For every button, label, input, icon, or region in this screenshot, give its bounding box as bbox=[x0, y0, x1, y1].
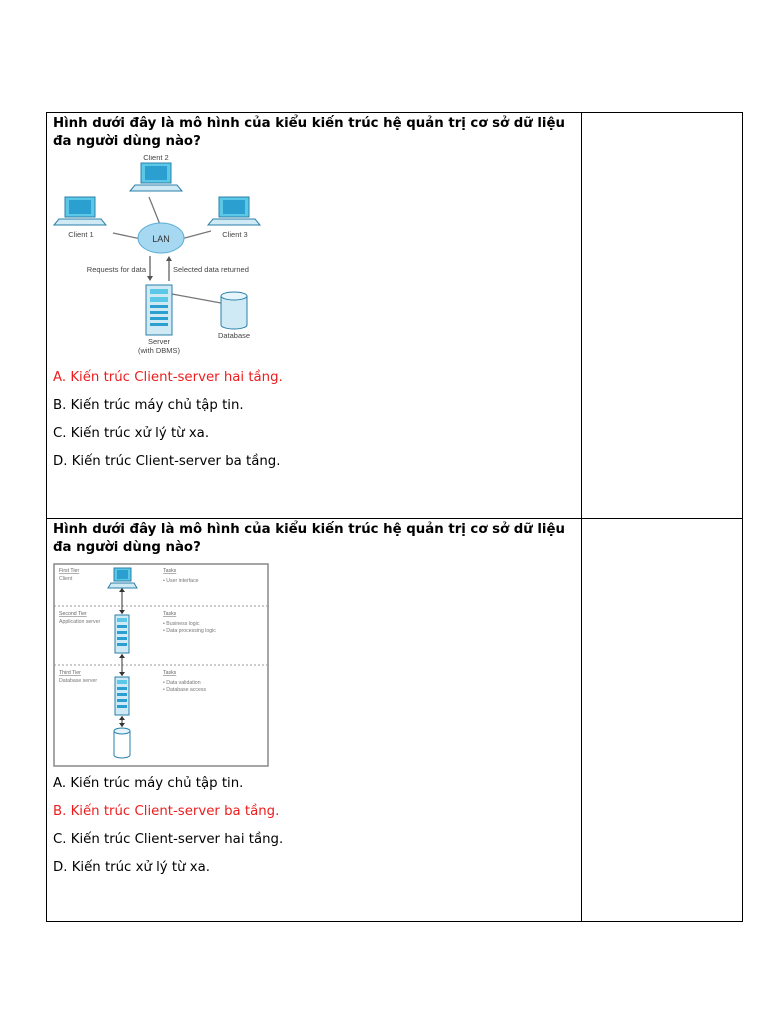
three-tier-diagram bbox=[53, 563, 269, 769]
answer-option: D. Kiến trúc xử lý từ xa. bbox=[53, 860, 211, 875]
request-arrow bbox=[147, 256, 153, 281]
application-server-icon bbox=[115, 615, 129, 653]
question-prompt: Hình dưới đây là mô hình của kiểu kiến trúc hệ quản trị cơ sở dữ liệu đa người dùng nào? bbox=[53, 116, 565, 149]
task-item: • Data processing logic bbox=[163, 628, 216, 634]
question-cell bbox=[47, 113, 582, 519]
task-item: • Data validation bbox=[163, 680, 201, 686]
requests-label: Requests for data bbox=[86, 265, 146, 274]
return-arrow bbox=[166, 256, 172, 281]
database-label: Database bbox=[217, 331, 251, 340]
tier-1-sub-label: Client bbox=[59, 576, 73, 582]
client-3-label: Client 3 bbox=[222, 230, 248, 239]
answer-option: A. Kiến trúc Client-server hai tầng. bbox=[53, 370, 283, 385]
answer-key-cell bbox=[582, 113, 743, 519]
server-sub-label: (with DBMS) bbox=[137, 346, 181, 355]
server-label: Server bbox=[147, 337, 171, 346]
database-icon bbox=[221, 292, 247, 329]
task-item: • Business logic bbox=[163, 621, 200, 627]
answer-option: C. Kiến trúc xử lý từ xa. bbox=[53, 426, 210, 441]
two-tier-diagram bbox=[53, 155, 283, 365]
answer-option: B. Kiến trúc máy chủ tập tin. bbox=[53, 398, 244, 413]
question-prompt: Hình dưới đây là mô hình của kiểu kiến trúc hệ quản trị cơ sở dữ liệu đa người dùng nào? bbox=[53, 522, 565, 555]
question-row bbox=[47, 113, 743, 519]
server-icon bbox=[146, 285, 172, 335]
question-table bbox=[46, 112, 743, 922]
client-2-label: Client 2 bbox=[143, 155, 169, 162]
client-1-label: Client 1 bbox=[68, 230, 94, 239]
tier-3-label: Third Tier bbox=[59, 670, 81, 676]
tasks-label: Tasks bbox=[163, 568, 177, 574]
answer-option: C. Kiến trúc Client-server hai tầng. bbox=[53, 832, 284, 847]
lan-label: LAN bbox=[152, 234, 170, 244]
answer-option: A. Kiến trúc máy chủ tập tin. bbox=[53, 776, 244, 791]
database-server-icon bbox=[115, 677, 129, 715]
tier-1-label: First Tier bbox=[59, 568, 80, 574]
tasks-label: Tasks bbox=[163, 611, 177, 617]
tier-2-sub-label: Application server bbox=[59, 619, 101, 625]
task-item: • User interface bbox=[163, 578, 199, 584]
answer-option: B. Kiến trúc Client-server ba tầng. bbox=[53, 804, 280, 819]
tier-2-label: Second Tier bbox=[59, 611, 87, 617]
tasks-label: Tasks bbox=[163, 670, 177, 676]
tier-3-sub-label: Database server bbox=[59, 678, 98, 684]
database-icon bbox=[114, 728, 130, 758]
answer-option: D. Kiến trúc Client-server ba tầng. bbox=[53, 454, 281, 469]
returned-label: Selected data returned bbox=[173, 265, 249, 274]
question-cell bbox=[47, 519, 582, 922]
answer-key-cell bbox=[582, 519, 743, 922]
client-2-computer-icon bbox=[130, 163, 182, 191]
client-3-computer-icon bbox=[208, 197, 260, 225]
client-1-computer-icon bbox=[54, 197, 106, 225]
task-item: • Database access bbox=[163, 687, 207, 693]
question-row bbox=[47, 519, 743, 922]
